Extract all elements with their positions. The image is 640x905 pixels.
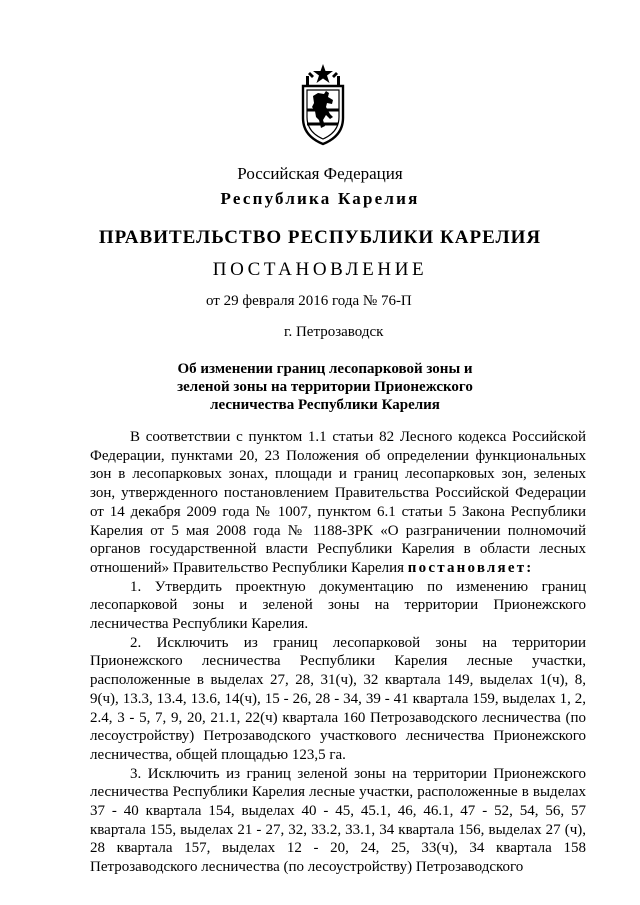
document-date-number: от 29 февраля 2016 года № 76-П bbox=[206, 293, 412, 309]
country-name: Российская Федерация bbox=[237, 164, 403, 183]
preamble-paragraph bbox=[90, 428, 586, 578]
document-city: г. Петрозаводск bbox=[284, 324, 384, 340]
document-type: ПОСТАНОВЛЕНИЕ bbox=[212, 259, 428, 280]
karelia-coat-of-arms-icon bbox=[299, 62, 347, 146]
document-body bbox=[90, 428, 586, 877]
item-paragraph-3: 3. Исключить из границ зеленой зоны на территории Прионежского лесничества Республики Карелия лесные участки, расположенные в выделах 37 - 40 квартала 154, выделах 40 - 45, 45.1, 46, 46.1, 47 - 52, 54, 56, 57 квартала 155, выделах 21 - 27, 32, 33.2, 33.1, 34 квартала 156, выделах 27 (ч), 28 квартала 157, выделах 12 - 20, 24, 25, 33(ч), 34 квартала 158 Петрозаводского лесничества (по лесоустройству) Петрозаводского bbox=[90, 765, 586, 876]
document-title: Об изменении границ лесопарковой зоны и зеленой зоны на территории Прионежского лесничества Республики Карелия bbox=[177, 361, 473, 413]
item-paragraph-1: 1. Утвердить проектную документацию по изменению границ лесопарковой зоны и зеленой зоны на территории Прионежского лесничества Республики Карелия. bbox=[90, 578, 586, 633]
republic-name: Республика Карелия bbox=[220, 189, 420, 208]
preamble-text: В соответствии с пунктом 1.1 статьи 82 Лесного кодекса Российской Федерации, пунктами 20, 23 Положения об определении функциональных зон в лесопарковых зонах, площади и границ лесопарковых зон, зеленых зон, утвержденного постановлением Правительства Российской Федерации от 14 декабря 2009 года № 1007, пунктом 6.1 статьи 5 Закона Республики Карелия от 5 мая 2008 года № 1188-ЗРК «О разграничении полномочий органов государственной власти Республики Карелия в области лесных отношений» Правительство Республики Карелия bbox=[90, 429, 586, 576]
decree-word: постановляет: bbox=[407, 559, 534, 576]
government-name: ПРАВИТЕЛЬСТВО РЕСПУБЛИКИ КАРЕЛИЯ bbox=[98, 227, 542, 248]
item-paragraph-2: 2. Исключить из границ лесопарковой зоны на территории Прионежского лесничества Республики Карелия лесные участки, расположенные в выделах 27, 28, 31(ч), 32 квартала 149, выделах 1(ч), 8, 9(ч), 13.3, 13.4, 13.6, 14(ч), 15 - 26, 28 - 34, 39 - 41 квартала 159, выделах 1, 2, 2.4, 3 - 5, 7, 9, 20, 21.1, 22(ч) квартала 160 Петрозаводского лесничества (по лесоустройству) Петрозаводского участкового лесничества Прионежского лесничества, общей площадью 123,5 га. bbox=[90, 634, 586, 763]
